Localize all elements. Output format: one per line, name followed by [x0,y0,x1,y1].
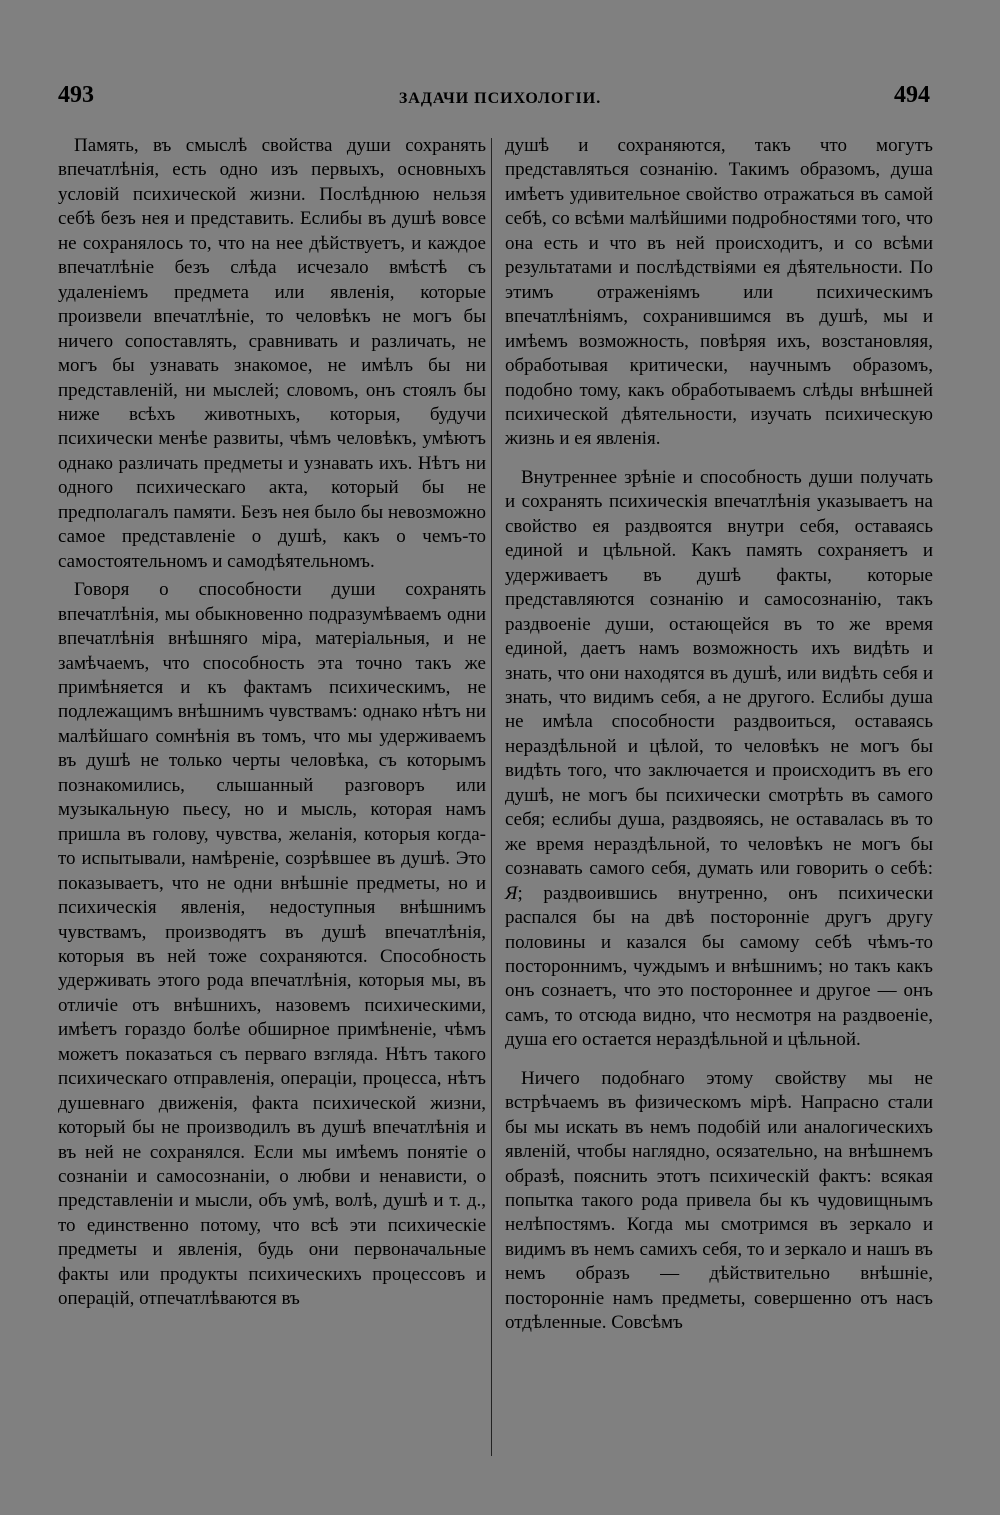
paragraph-continued: душѣ и сохраняются, такъ что могутъ представляться сознанію. Такимъ образомъ, душа имѣетъ удивительное свойство отражаться въ самой себѣ, со всѣми малѣйшими подробностями того, что она есть и что въ ней происходитъ, и со всѣми результатами и послѣдствіями ея дѣятельности. По этимъ отраженіямъ или психическимъ впечатлѣніямъ, сохранившимся въ душѣ, мы и имѣемъ возможность, повѣряя ихъ, возстановляя, обработывая критически, научнымъ образомъ, подобно тому, какъ обработываемъ слѣды внѣшней психической дѣятельности, изучать психическую жизнь и ея явленія. [505,135,933,450]
paragraph [505,466,933,1053]
italic-word: Я [505,882,518,904]
right-column [505,134,933,1336]
paragraph-text: ; раздвоившись внутренно, онъ психически распался бы на двѣ посторонніе другъ другу половины и казался бы самому себѣ чѣмъ-то постороннимъ, чуждымъ и внѣшнимъ; но такъ какъ онъ сознаетъ, что это постороннее и другое — онъ самъ, то отсюда видно, что несмотря на раздвоеніе, душа его остается нераздѣльной и цѣльной. [505,882,933,1051]
column-divider [491,138,492,1456]
paragraph: Ничего подобнаго этому свойству мы не встрѣчаемъ въ физическомъ мірѣ. Напрасно стали бы мы искать въ немъ подобій или аналогическихъ явленій, чтобы наглядно, осязательно, на внѣшнемъ образѣ, пояснить этотъ психическій фактъ: всякая попытка такого рода привела бы къ чудовищнымъ нелѣпостямъ. Когда мы смотримся въ зеркало и видимъ въ немъ самихъ себя, то и зеркало и нашъ въ немъ образъ — дѣйствительно внѣшніе, посторонніе намъ предметы, совершенно отъ насъ отдѣленные. Совсѣмъ [505,1067,933,1334]
page-number-right: 494 [894,82,930,108]
left-column [58,134,486,1312]
paragraph-text: Внутреннее зрѣніе и способность души получать и сохранять психическія впечатлѣнія указываетъ на свойство ея раздвоятся внутри себя, оставаясь единой и цѣльной. Какъ память сохраняетъ и удерживаетъ въ душѣ факты, которые представляются сознанію и самосознанію, такъ раздвоеніе души, остающейся въ то же время единой, даетъ намъ возможность ихъ видѣть и знать, что они находятся въ душѣ, или видѣть себя и знать, что видимъ себя, а не другого. Еслибы душа не имѣла способности раздвоиться, оставаясь нераздѣльной и цѣлой, то человѣкъ не могъ бы видѣть того, что заключается и происходитъ въ его душѣ, не могъ бы психически смотрѣть въ самого себя; еслибы душа, раздвояясь, не оставалась въ то же время нераздѣльной, то человѣкъ не могъ бы сознавать самого себя, думать или говорить о себѣ: [505,466,933,880]
paragraph: Говоря о способности души сохранять впечатлѣнія, мы обыкновенно подразумѣваемъ одни впечатлѣнія внѣшняго міра, матеріальныя, и не замѣчаемъ, что способность эта точно такъ же примѣняется и къ фактамъ психическимъ, не подлежащимъ внѣшнимъ чувствамъ: однако нѣтъ ни малѣйшаго сомнѣнія въ томъ, что мы удерживаемъ въ душѣ не только черты человѣка, съ которымъ познакомились, слышанный разговоръ или музыкальную пьесу, но и мысль, которая намъ пришла въ голову, чувства, желанія, которыя когда-то испытывали, намѣреніе, созрѣвшее въ душѣ. Это показываетъ, что не одни внѣшніе предметы, но и психическія явленія, недоступныя внѣшнимъ чувствамъ, производятъ въ душѣ впечатлѣнія, которыя въ ней тоже сохраняются. Способность удерживать этого рода впечатлѣнія, которыя мы, въ отличіе отъ внѣшнихъ, назовемъ психическими, имѣетъ гораздо болѣе обширное примѣненіе, чѣмъ можетъ показаться съ перваго взгляда. Нѣтъ такого психическаго отправленія, операціи, процесса, нѣтъ душевнаго движенія, факта психической жизни, который бы не производилъ въ душѣ впечатлѣнія и въ ней не сохранялся. Если мы имѣемъ понятіе о сознаніи и самосознаніи, о любви и ненависти, о представленіи и мысли, объ умѣ, волѣ, душѣ и т. д., то единственно потому, что всѣ эти психическіе предметы и явленія, будь они первоначальные факты или продукты психическихъ процессовъ и операцій, отпечатлѣваются въ [58,579,486,1310]
paragraph: Память, въ смыслѣ свойства души сохранять впечатлѣнія, есть одно изъ первыхъ, основныхъ условій психической жизни. Послѣднюю нельзя себѣ безъ нея и представить. Еслибы въ душѣ вовсе не сохранялось то, что на нее дѣйствуетъ, и каждое впечатлѣніе безъ слѣда исчезало вмѣстѣ съ удаленіемъ предмета или явленія, которые произвели впечатлѣніе, то человѣкъ не могъ бы ничего сопоставлять, сравнивать и различать, не могъ бы узнавать знакомое, не имѣлъ бы ни представленій, ни мыслей; словомъ, онъ стоялъ бы ниже всѣхъ животныхъ, которыя, будучи психически менѣе развиты, чѣмъ человѣкъ, умѣютъ однако различать предметы и узнавать ихъ. Нѣтъ ни одного психическаго акта, который бы не предполагалъ памяти. Безъ нея было бы невозможно самое представленіе о душѣ, какъ о чемъ-то самостоятельномъ и самодѣятельномъ. [58,135,486,572]
running-title: ЗАДАЧИ ПСИХОЛОГIИ. [398,90,602,107]
page-number-left: 493 [58,82,94,108]
